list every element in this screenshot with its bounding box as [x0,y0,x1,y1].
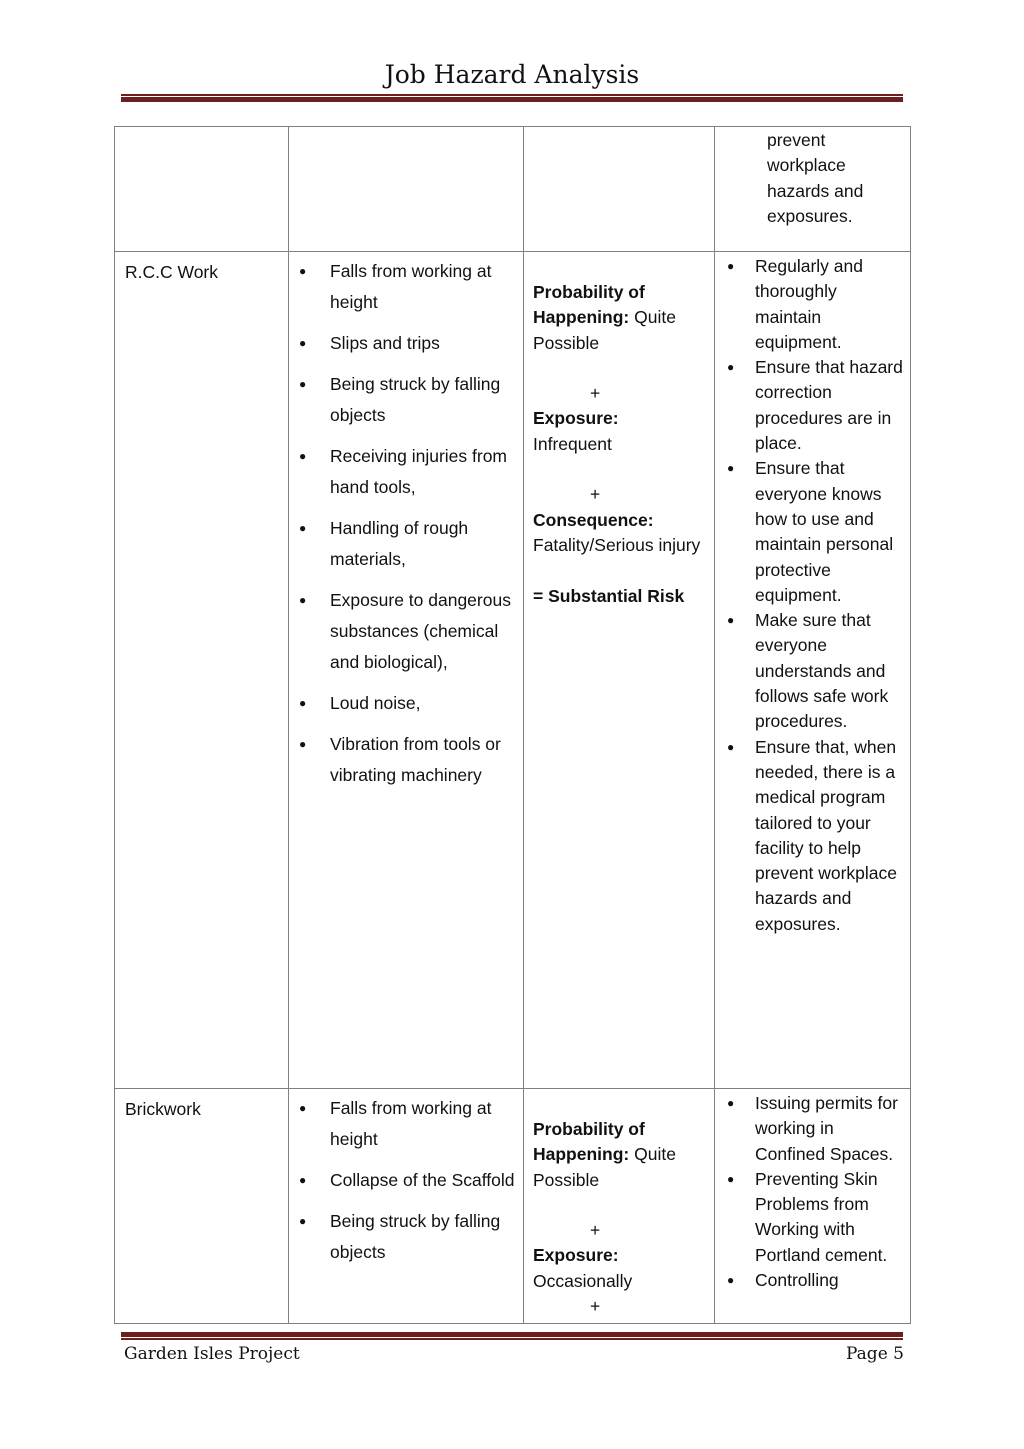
bullet-icon: ● [727,461,735,476]
bullet-icon: ● [299,1101,307,1115]
table-row-rcc-work [115,252,911,1089]
continuation-line: workplace [767,155,846,176]
hazard-analysis-table [114,126,911,1324]
risk-cell [524,127,715,252]
hazard-item: ● Falls from working at height [330,1093,515,1155]
exposure-label: Exposure: [533,1245,619,1266]
plus-sign: + [590,1220,601,1241]
exposure-value: Occasionally [533,1270,633,1291]
risk-cell [524,252,715,1089]
activity-cell [115,127,289,252]
hazard-item: ● Being struck by falling objects [330,369,515,431]
table-row-brickwork [115,1089,911,1324]
exposure-label: Exposure: [533,408,619,429]
hazard-item: ● Falls from working at height [330,256,515,318]
controls-cell [715,252,911,1089]
hazard-item: ● Receiving injuries from hand tools, [330,441,515,503]
bullet-icon: ● [299,1214,307,1228]
risk-cell [524,1089,715,1324]
risk-result: = Substantial Risk [533,585,685,606]
plus-sign: + [590,383,601,404]
activity-name: R.C.C Work [125,262,219,282]
control-item: ● Ensure that everyone knows how to use and maintain personal protective equipment. [727,458,894,605]
control-item: ● Controlling [755,1268,904,1293]
bullet-icon: ● [299,449,307,463]
control-item: ● Preventing Skin Problems from Working with Portland cement. [727,1168,888,1265]
control-item: ● Ensure that hazard correction procedures are in place. [727,357,903,454]
bullet-icon: ● [299,264,307,278]
bullet-icon: ● [299,1173,307,1187]
continuation-line: prevent [767,130,826,150]
footer-rule-thin [121,1338,903,1340]
page-title: Job Hazard Analysis [384,60,640,89]
table-row-continuation [115,127,911,252]
bullet-icon: ● [727,360,735,375]
bullet-icon: ● [299,593,307,607]
plus-sign: + [590,1296,601,1317]
probability-line: Probability of Happening: Quite Possible [533,1119,676,1190]
footer-project-name: Garden Isles Project [124,1344,300,1364]
bullet-icon: ● [299,377,307,391]
controls-cell [715,127,911,252]
activity-cell [115,1089,289,1324]
hazard-item: ● Collapse of the Scaffold [330,1165,515,1196]
bullet-icon: ● [727,1096,735,1110]
bullet-icon: ● [727,1273,735,1288]
bullet-icon: ● [727,613,735,628]
consequence-label: Consequence: [533,509,654,530]
control-item: ● Issuing permits for working in Confined Spaces. [727,1093,898,1164]
bullet-icon: ● [727,739,735,754]
hazard-item: ● Loud noise, [330,688,515,719]
bullet-icon: ● [299,696,307,710]
control-item: ● Ensure that, when needed, there is a medical program tailored to your facility to help prevent workplace hazards and exposures. [727,736,898,934]
footer-page-number: Page 5 [846,1344,904,1364]
probability-line: Probability of Happening: Quite Possible [533,282,676,353]
continuation-line: hazards and [767,180,864,201]
control-item: ● Regularly and thoroughly maintain equipment. [727,256,863,352]
bullet-icon: ● [299,521,307,535]
hazard-item: ● Vibration from tools or vibrating machinery [330,729,515,791]
hazards-cell [289,252,524,1089]
hazards-cell [289,1089,524,1324]
hazard-item: ● Handling of rough materials, [330,513,515,575]
bullet-icon: ● [299,737,307,751]
hazard-item: ● Slips and trips [330,328,515,359]
controls-cell [715,1089,911,1324]
consequence-value: Fatality/Serious injury [533,534,701,555]
bullet-icon: ● [727,259,735,273]
exposure-value: Infrequent [533,433,612,454]
bullet-icon: ● [727,1171,735,1186]
header-rule-thick [121,97,903,102]
hazard-item: ● Being struck by falling objects [330,1206,515,1268]
activity-name: Brickwork [125,1099,201,1119]
bullet-icon: ● [299,336,307,350]
continuation-line: exposures. [767,205,853,226]
header-rule-thin [121,94,903,96]
hazards-cell [289,127,524,252]
control-item: ● Make sure that everyone understands and follows safe work procedures. [727,610,889,732]
hazard-item: ● Exposure to dangerous substances (chemical and biological), [330,585,515,678]
activity-cell [115,252,289,1089]
plus-sign: + [590,484,601,505]
footer-rule-thick [121,1332,903,1337]
